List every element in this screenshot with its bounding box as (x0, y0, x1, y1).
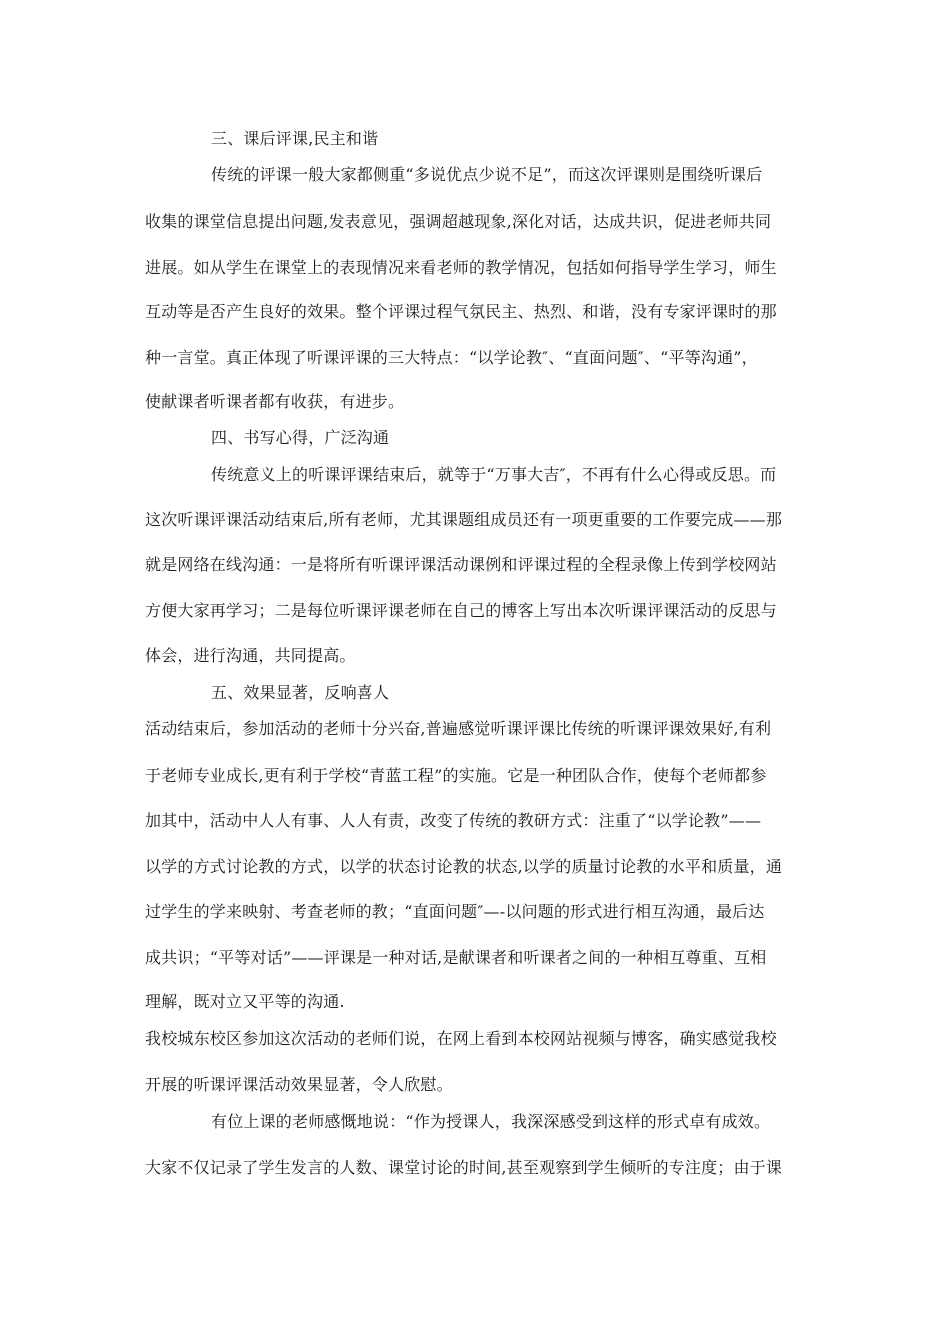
paragraph-line: 有位上课的老师感慨地说：“作为授课人，我深深感受到这样的形式卓有成效。 (211, 1112, 771, 1131)
paragraph-line: 收集的课堂信息提出问题,发表意见，强调超越现象,深化对话，达成共识，促进老师共同 (145, 212, 772, 231)
paragraph-line: 使献课者听课者都有收获，有进步。 (145, 392, 405, 411)
paragraph-line: 开展的听课评课活动效果显著，令人欣慰。 (145, 1075, 453, 1094)
paragraph-line: 传统意义上的听课评课结束后，就等于“万事大吉″，不再有什么心得或反思。而 (211, 465, 777, 484)
paragraph-line: 加其中，活动中人人有事、人人有责，改变了传统的教研方式：注重了“以学论教”—— (145, 811, 762, 830)
paragraph-line: 于老师专业成长,更有利于学校“青蓝工程”的实施。它是一种团队合作，使每个老师都参 (145, 766, 767, 785)
paragraph-line: 理解，既对立又平等的沟通. (145, 992, 345, 1011)
section-5-heading: 五、效果显著，反响喜人 (211, 683, 390, 702)
paragraph-line: 方便大家再学习；二是每位听课评课老师在自己的博客上写出本次听课评课活动的反思与 (145, 601, 777, 620)
paragraph-line: 互动等是否产生良好的效果。整个评课过程气氛民主、热烈、和谐，没有专家评课时的那 (145, 302, 777, 321)
paragraph-line: 以学的方式讨论教的方式，以学的状态讨论教的状态,以学的质量讨论教的水平和质量，通 (145, 857, 783, 876)
paragraph-line: 就是网络在线沟通：一是将所有听课评课活动课例和评课过程的全程录像上传到学校网站 (145, 555, 777, 574)
paragraph-line: 体会，进行沟通，共同提高。 (145, 646, 356, 665)
paragraph-line: 我校城东校区参加这次活动的老师们说，在网上看到本校网站视频与博客，确实感觉我校 (145, 1029, 777, 1048)
paragraph-line: 大家不仅记录了学生发言的人数、课堂讨论的时间,甚至观察到学生倾听的专注度；由于课 (145, 1158, 783, 1177)
paragraph-line: 这次听课评课活动结束后,所有老师，尤其课题组成员还有一项更重要的工作要完成——那 (145, 510, 783, 529)
paragraph-line: 传统的评课一般大家都侧重“多说优点少说不足”，而这次评课则是围绕听课后 (211, 165, 763, 184)
paragraph-line: 进展。如从学生在课堂上的表现情况来看老师的教学情况，包括如何指导学生学习，师生 (145, 258, 777, 277)
paragraph-line: 成共识；“平等对话”——评课是一种对话,是献课者和听课者之间的一种相互尊重、互相 (145, 948, 767, 967)
paragraph-line: 种一言堂。真正体现了听课评课的三大特点：“以学论教″、“直面问题″、“平等沟通”， (145, 348, 758, 367)
section-4-heading: 四、书写心得，广泛沟通 (211, 428, 390, 447)
paragraph-line: 活动结束后，参加活动的老师十分兴奋,普遍感觉听课评课比传统的听课评课效果好,有利 (145, 719, 772, 738)
section-3-heading: 三、课后评课,民主和谐 (211, 129, 379, 148)
paragraph-line: 过学生的学来映射、考查老师的教；“直面问题″—-以问题的形式进行相互沟通，最后达 (145, 902, 765, 921)
